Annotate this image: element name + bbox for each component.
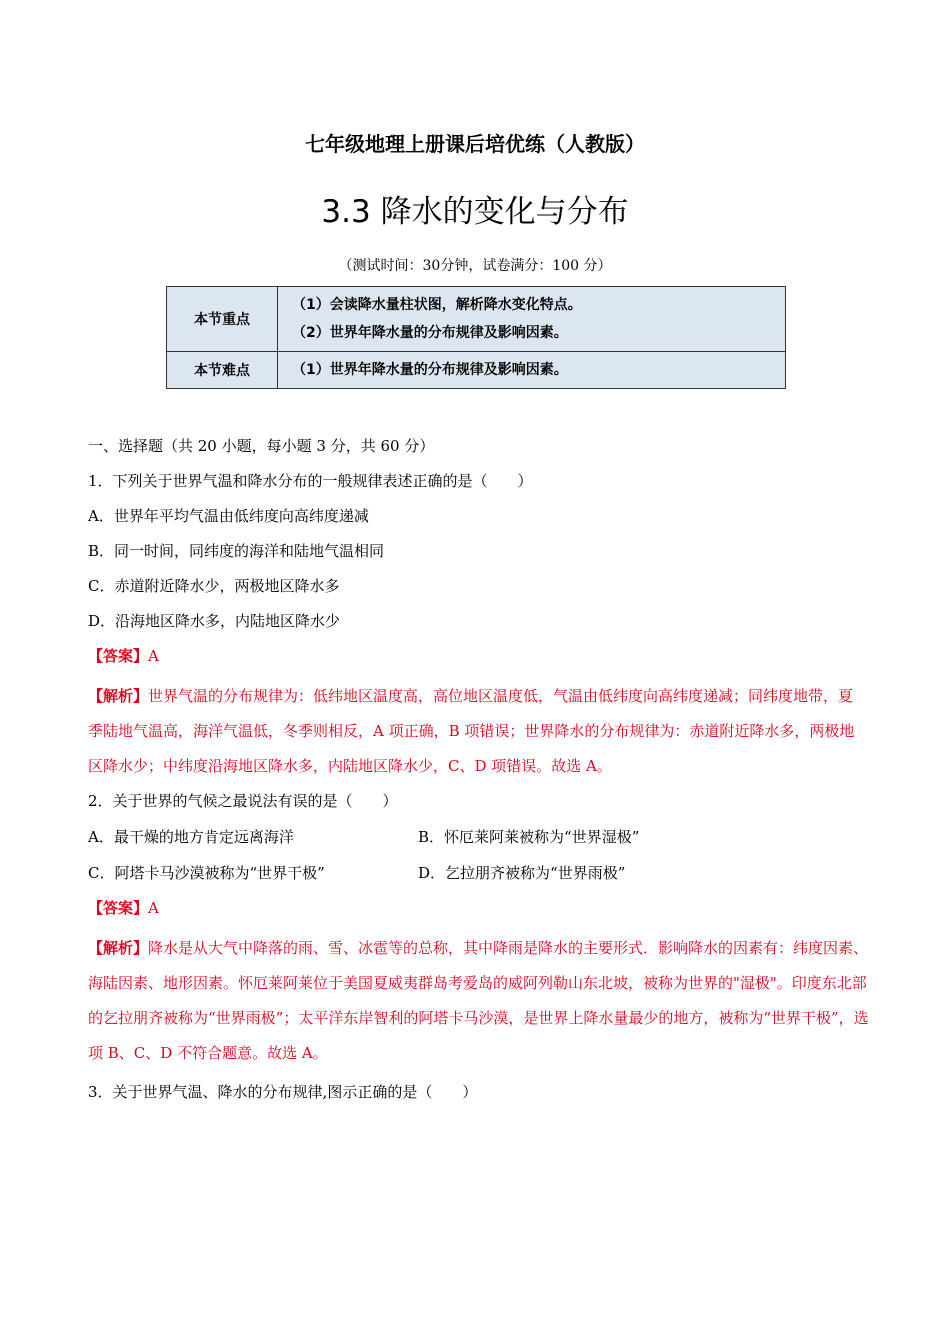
question-stem: 1．下列关于世界气温和降水分布的一般规律表述正确的是（ ） bbox=[88, 472, 533, 490]
test-info: （测试时间：30分钟，试卷满分：100 分） bbox=[338, 258, 612, 274]
option-d: D．沿海地区降水多，内陆地区降水少 bbox=[88, 612, 341, 630]
analysis bbox=[88, 679, 866, 784]
answer bbox=[88, 897, 159, 918]
answer-label: 【答案】 bbox=[88, 647, 149, 665]
option-d: D．乞拉朋齐被称为“世界雨极” bbox=[418, 864, 626, 882]
difficult-point-item: （1）世界年降水量的分布规律及影响因素。 bbox=[292, 362, 568, 378]
document-subtitle: 七年级地理上册课后培优练（人教版） bbox=[305, 132, 645, 156]
answer-value: A bbox=[148, 899, 159, 917]
key-points-label: 本节重点 bbox=[167, 287, 278, 352]
focus-table bbox=[166, 286, 786, 389]
option-c: C．阿塔卡马沙漠被称为“世界干极” bbox=[88, 864, 325, 882]
section-heading: 一、选择题（共 20 小题，每小题 3 分，共 60 分） bbox=[88, 437, 435, 455]
key-points-content bbox=[278, 287, 786, 352]
key-point-item: （1）会读降水量柱状图，解析降水变化特点。 bbox=[292, 297, 582, 313]
answer-label: 【答案】 bbox=[88, 899, 149, 917]
analysis-label: 【解析】 bbox=[88, 939, 149, 957]
option-a: A．世界年平均气温由低纬度向高纬度递减 bbox=[88, 507, 369, 525]
option-b: B．同一时间，同纬度的海洋和陆地气温相同 bbox=[88, 542, 385, 560]
difficult-points-label: 本节难点 bbox=[167, 352, 278, 389]
difficult-points-content bbox=[278, 352, 786, 389]
answer-value: A bbox=[148, 647, 159, 665]
key-point-item: （2）世界年降水量的分布规律及影响因素。 bbox=[292, 325, 568, 341]
option-c: C．赤道附近降水少，两极地区降水多 bbox=[88, 577, 340, 595]
option-a: A．最干燥的地方肯定远离海洋 bbox=[88, 828, 294, 846]
analysis-label: 【解析】 bbox=[88, 687, 149, 705]
question-stem: 2．关于世界的气候之最说法有误的是（ ） bbox=[88, 792, 398, 810]
answer bbox=[88, 645, 159, 666]
option-b: B．怀厄莱阿莱被称为“世界湿极” bbox=[418, 828, 640, 846]
document-title: 3.3 降水的变化与分布 bbox=[321, 194, 629, 230]
analysis-text: 世界气温的分布规律为：低纬地区温度高，高位地区温度低，气温由低纬度向高纬度递减；同纬度地带，夏季陆地气温高，海洋气温低，冬季则相反，A 项正确，B 项错误；世界降水的分布规律为：赤道附近降水多，两极地区降水少；中纬度沿海地区降水多，内陆地区降水少，C、D 项错误。故选 A。 bbox=[88, 687, 855, 775]
question-stem: 3．关于世界气温、降水的分布规律,图示正确的是（ ） bbox=[88, 1083, 478, 1101]
analysis-text: 降水是从大气中降落的雨、雪、冰雹等的总称，其中降雨是降水的主要形式．影响降水的因素有：纬度因素、海陆因素、地形因素。怀厄莱阿莱位于美国夏威夷群岛考爱岛的威阿列勒山东北坡，被称为世界的"湿极"。印度东北部的乞拉朋齐被称为“世界雨极”；太平洋东岸智利的阿塔卡马沙漠，是世界上降水量最少的地方，被称为“世界干极”，选项 B、C、D 不符合题意。故选 A。 bbox=[88, 939, 869, 1062]
analysis bbox=[88, 931, 870, 1071]
